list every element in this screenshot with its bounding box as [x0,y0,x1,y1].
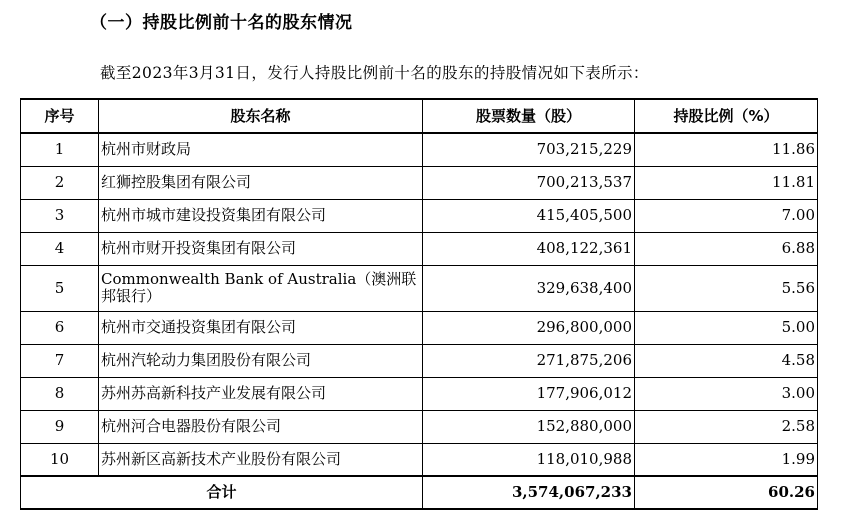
row-share-ratio: 11.86 [635,133,818,166]
row-shareholder-name: 红狮控股集团有限公司 [99,166,423,199]
row-serial-no: 1 [21,133,99,166]
row-share-ratio: 5.00 [635,311,818,344]
row-serial-no: 6 [21,311,99,344]
row-share-count: 329,638,400 [423,265,635,311]
row-share-ratio: 2.58 [635,410,818,443]
row-serial-no: 7 [21,344,99,377]
row-share-ratio: 7.00 [635,199,818,232]
row-shareholder-name: 苏州苏高新科技产业发展有限公司 [99,377,423,410]
row-shareholder-name: 杭州市城市建设投资集团有限公司 [99,199,423,232]
row-share-count: 152,880,000 [423,410,635,443]
total-label: 合计 [21,476,423,509]
row-shareholder-name: 杭州市财政局 [99,133,423,166]
table-row [21,265,818,311]
row-share-count: 118,010,988 [423,443,635,476]
row-shareholder-name: 苏州新区高新技术产业股份有限公司 [99,443,423,476]
row-shareholder-name: 杭州市交通投资集团有限公司 [99,311,423,344]
row-serial-no: 2 [21,166,99,199]
table-row [21,166,818,199]
row-share-count: 415,405,500 [423,199,635,232]
intro-paragraph: 截至2023年3月31日，发行人持股比例前十名的股东的持股情况如下表所示： [100,64,649,82]
table-row [21,311,818,344]
row-share-count: 408,122,361 [423,232,635,265]
row-share-count: 703,215,229 [423,133,635,166]
row-share-ratio: 11.81 [635,166,818,199]
header-serial-no: 序号 [21,99,99,133]
row-serial-no: 9 [21,410,99,443]
table-row [21,377,818,410]
table-row [21,232,818,265]
table-row [21,410,818,443]
row-shareholder-name: 杭州河合电器股份有限公司 [99,410,423,443]
table-row [21,443,818,476]
row-serial-no: 3 [21,199,99,232]
row-share-count: 271,875,206 [423,344,635,377]
total-share-ratio: 60.26 [635,476,818,509]
row-share-ratio: 4.58 [635,344,818,377]
row-share-ratio: 6.88 [635,232,818,265]
row-share-count: 177,906,012 [423,377,635,410]
table-row [21,133,818,166]
header-shareholder-name: 股东名称 [99,99,423,133]
row-serial-no: 4 [21,232,99,265]
row-shareholder-name: 杭州市财开投资集团有限公司 [99,232,423,265]
row-shareholder-name: Commonwealth Bank of Australia（澳洲联邦银行） [99,265,423,311]
row-share-ratio: 5.56 [635,265,818,311]
table-row [21,199,818,232]
row-share-count: 700,213,537 [423,166,635,199]
row-serial-no: 5 [21,265,99,311]
header-share-ratio: 持股比例（%） [635,99,818,133]
row-share-count: 296,800,000 [423,311,635,344]
section-heading: （一）持股比例前十名的股东情况 [90,13,353,33]
shareholders-table [20,98,818,510]
row-serial-no: 10 [21,443,99,476]
table-row [21,344,818,377]
row-serial-no: 8 [21,377,99,410]
header-share-count: 股票数量（股） [423,99,635,133]
table-header-row [21,99,818,133]
row-share-ratio: 1.99 [635,443,818,476]
row-share-ratio: 3.00 [635,377,818,410]
row-shareholder-name: 杭州汽轮动力集团股份有限公司 [99,344,423,377]
table-total-row [21,476,818,509]
total-share-count: 3,574,067,233 [423,476,635,509]
